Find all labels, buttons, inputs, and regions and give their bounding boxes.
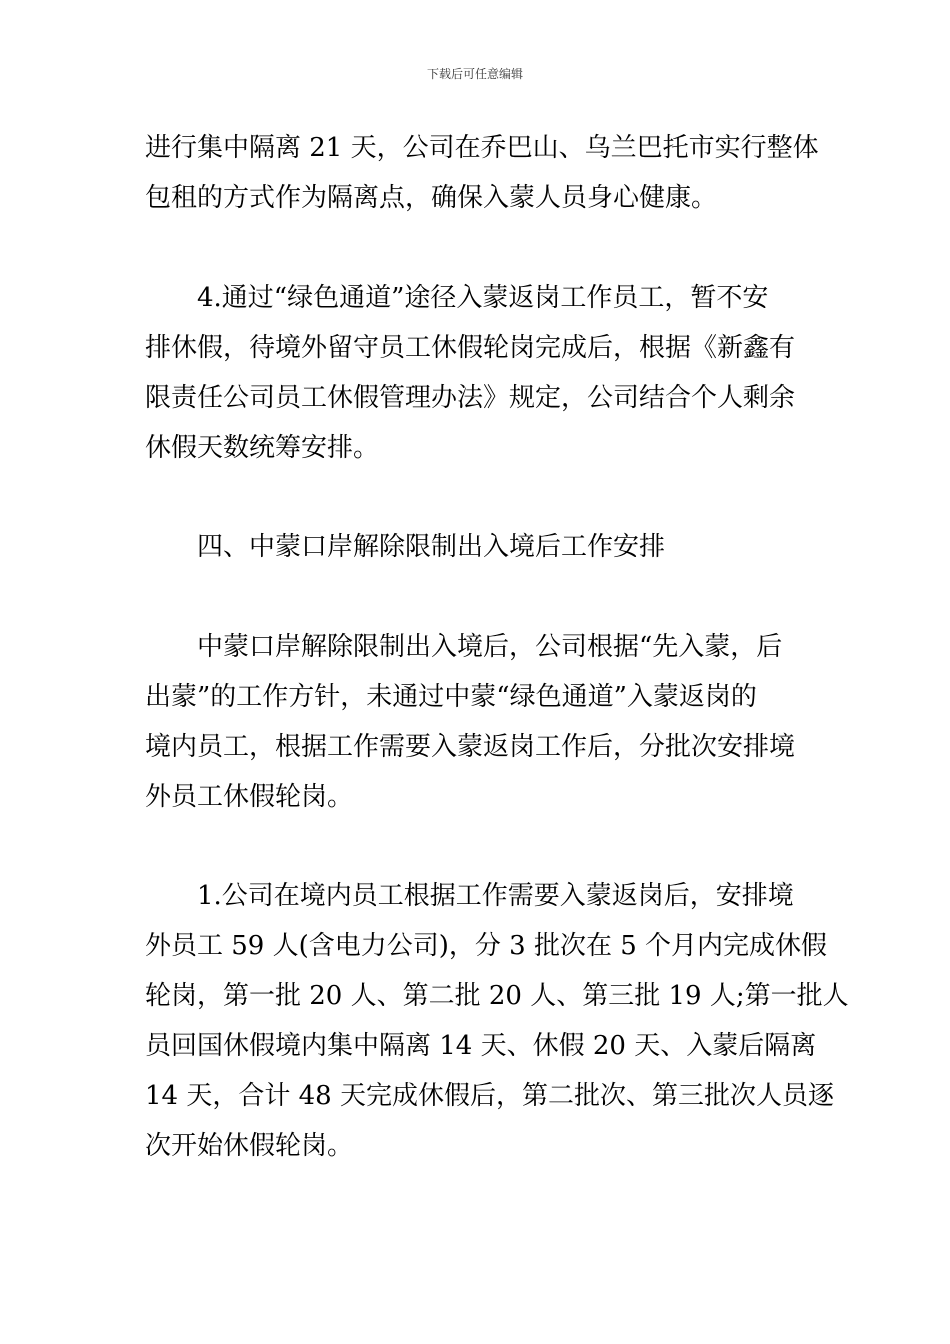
paragraph-line: 中蒙口岸解除限制出入境后，公司根据“先入蒙，后 [197, 632, 783, 662]
paragraph-line: 外员工休假轮岗。 [145, 782, 354, 812]
page-header-note: 下载后可任意编辑 [426, 67, 523, 81]
section-heading-text: 四、中蒙口岸解除限制出入境后工作安排 [197, 532, 666, 562]
paragraph-line: 4.通过“绿色通道”途径入蒙返岗工作员工，暂不安 [197, 283, 769, 313]
paragraph-line: 进行集中隔离 21 天，公司在乔巴山、乌兰巴托市实行整体 [145, 133, 819, 163]
paragraph-line: 轮岗，第一批 20 人、第二批 20 人、第三批 19 人;第一批人 [145, 981, 849, 1011]
paragraph-line: 次开始休假轮岗。 [145, 1131, 354, 1161]
section-heading [145, 522, 810, 572]
paragraph-4 [145, 871, 849, 1171]
paragraph-line: 1.公司在境内员工根据工作需要入蒙返岗后，安排境 [197, 881, 794, 911]
paragraph-line: 外员工 59 人(含电力公司)，分 3 批次在 5 个月内完成休假 [145, 931, 828, 961]
paragraph-3 [145, 622, 810, 822]
paragraph-line: 包租的方式作为隔离点，确保入蒙人员身心健康。 [145, 183, 718, 213]
paragraph-2 [145, 273, 810, 473]
paragraph-line: 出蒙”的工作方针，未通过中蒙“绿色通道”入蒙返岗的 [145, 682, 757, 712]
paragraph-line: 限责任公司员工休假管理办法》规定，公司结合个人剩余 [145, 383, 796, 413]
paragraph-1 [145, 123, 819, 223]
paragraph-line: 休假天数统筹安排。 [145, 433, 380, 463]
paragraph-line: 境内员工，根据工作需要入蒙返岗工作后，分批次安排境 [145, 732, 796, 762]
paragraph-line: 14 天，合计 48 天完成休假后，第二批次、第三批次人员逐 [145, 1081, 834, 1111]
paragraph-line: 排休假，待境外留守员工休假轮岗完成后，根据《新鑫有 [145, 333, 796, 363]
paragraph-line: 员回国休假境内集中隔离 14 天、休假 20 天、入蒙后隔离 [145, 1031, 817, 1061]
